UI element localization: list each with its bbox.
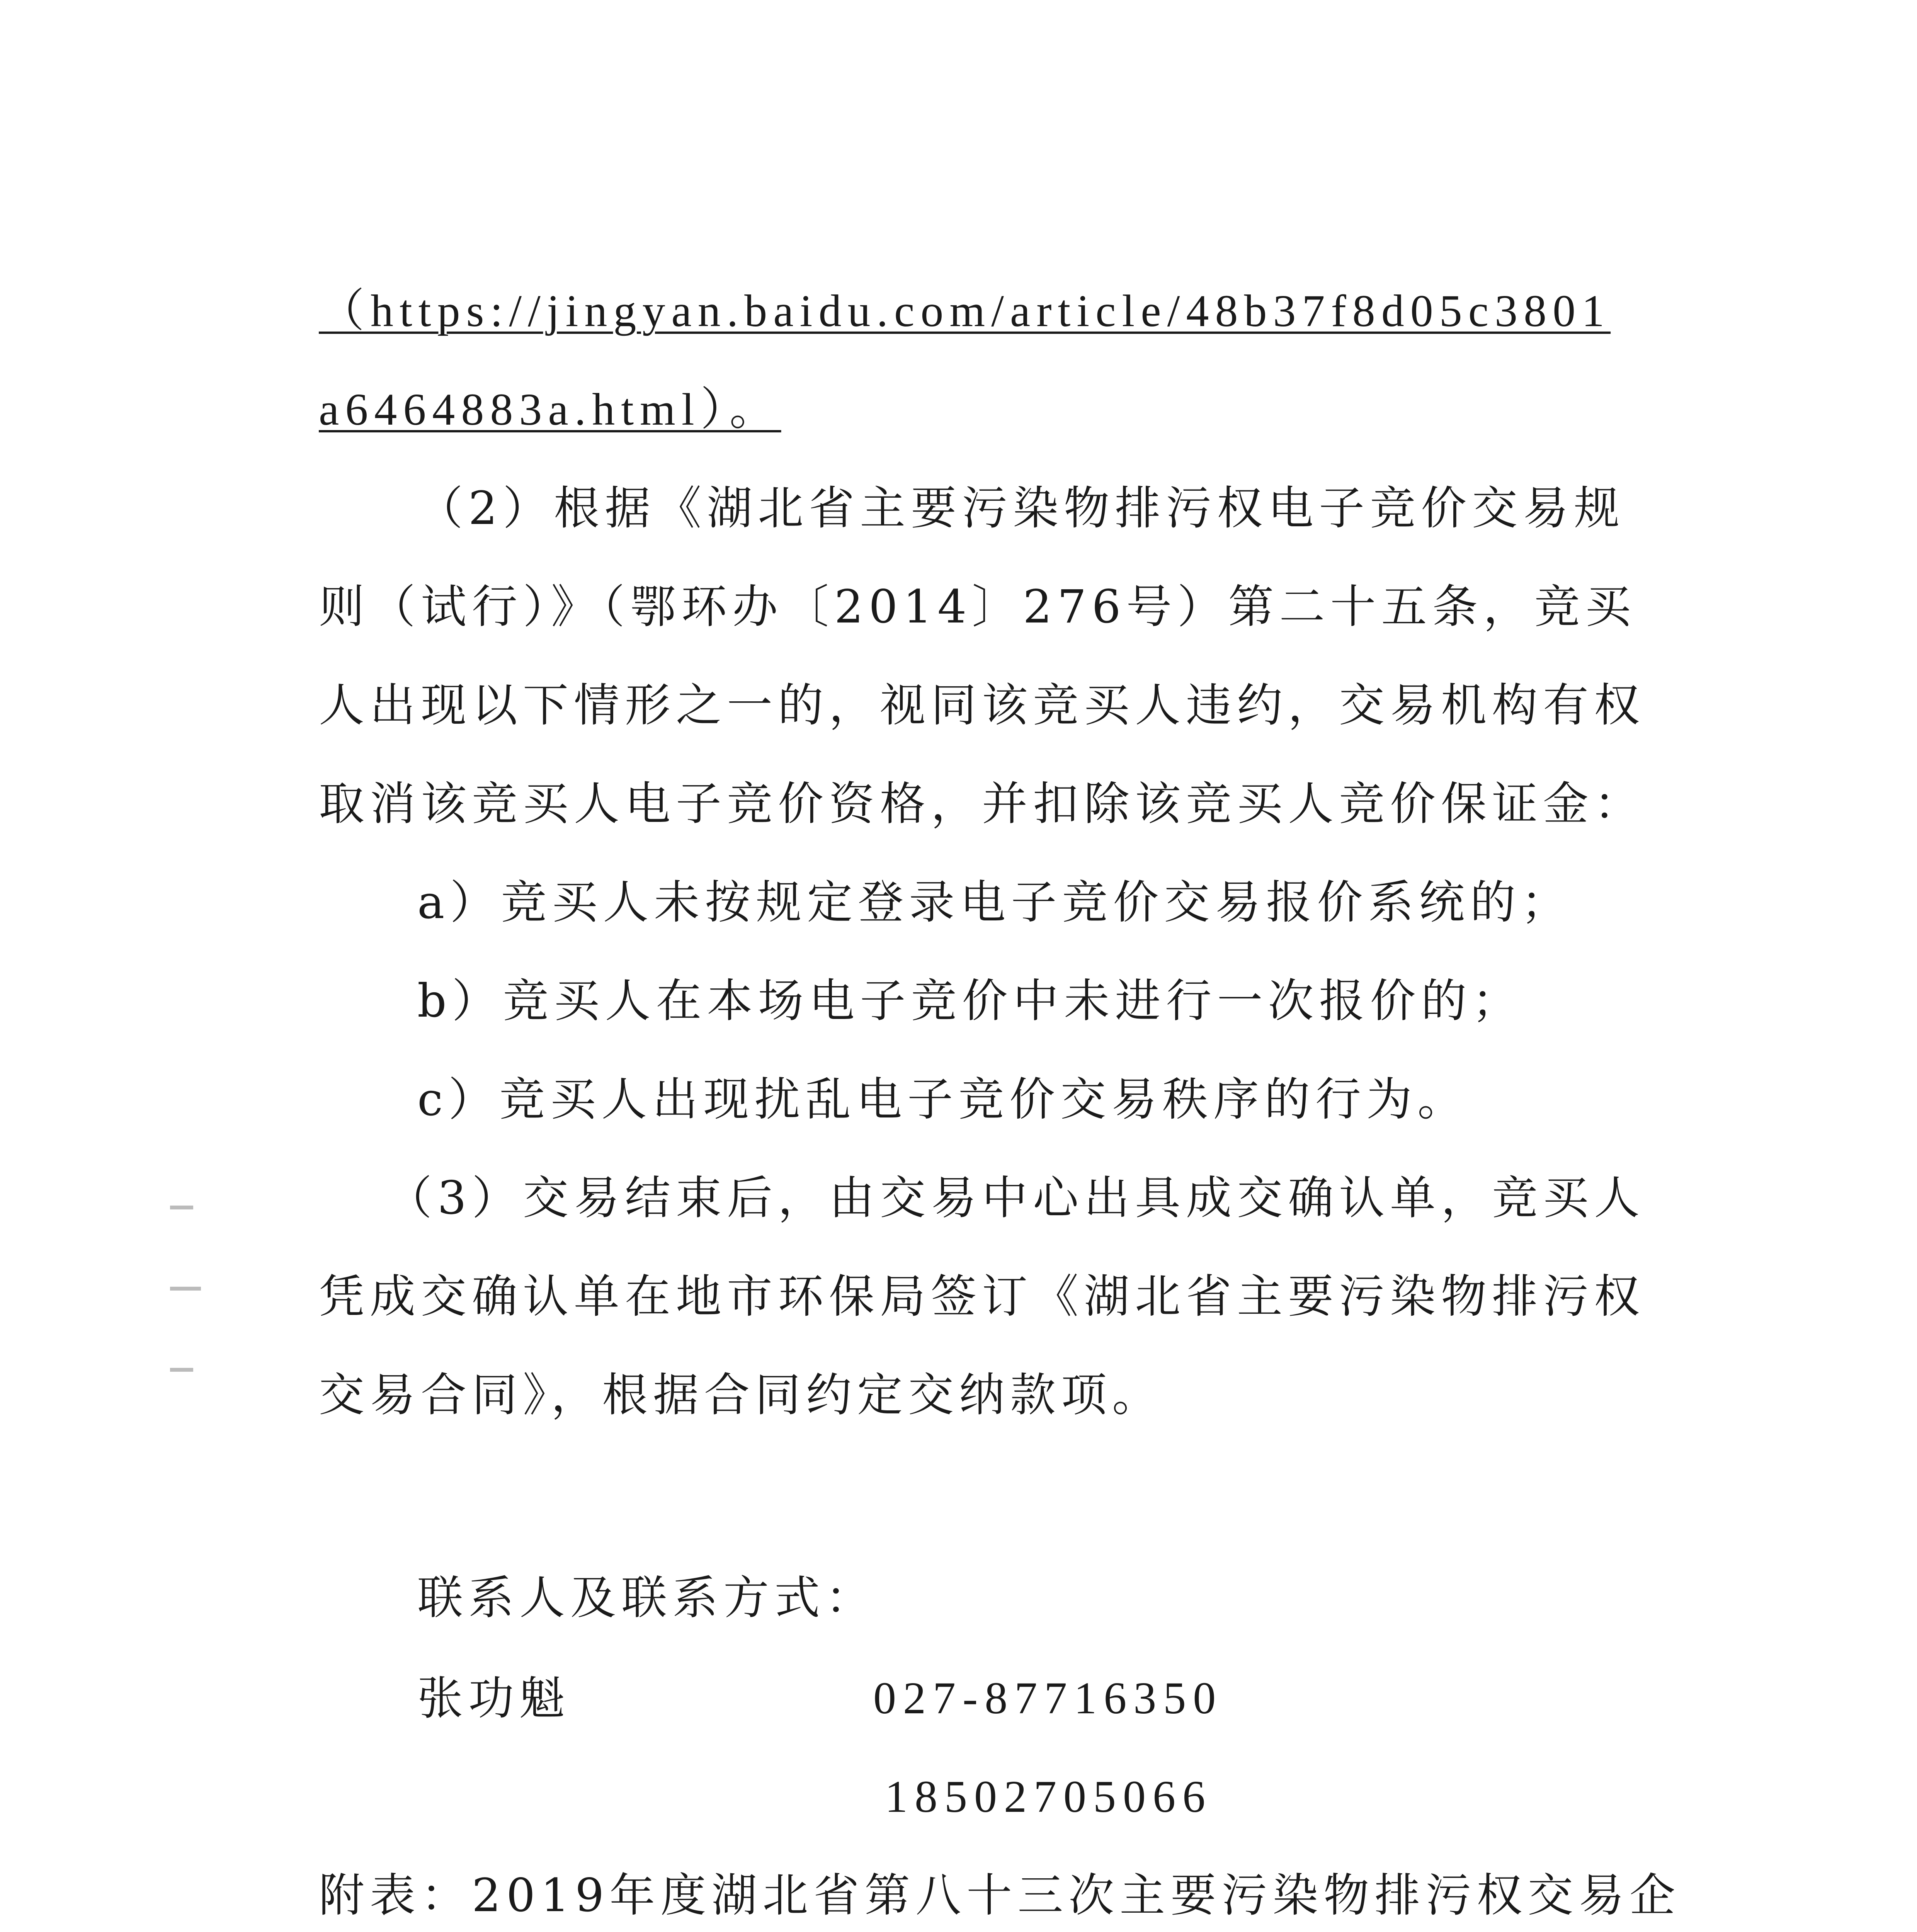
clause-2-line-1: （2）根据《湖北省主要污染物排污权电子竞价交易规 [417, 481, 1625, 535]
url-line-1: （https://jingyan.baidu.com/article/48b37f8d05c3801 [319, 286, 1611, 336]
clause-3-line-1: （3）交易结束后，由交易中心出具成交确认单，竞买人 [386, 1171, 1645, 1225]
clause-2-line-3: 人出现以下情形之一的，视同该竞买人违约，交易机构有权 [319, 679, 1645, 732]
contact-heading: 联系人及联系方式： [417, 1571, 877, 1624]
attachment-line-1: 附表：2019年度湖北省第八十三次主要污染物排污权交易企 [319, 1869, 1681, 1922]
contact-phone-1: 027-87716350 [873, 1673, 1223, 1723]
contact-name: 张功魁 [417, 1672, 571, 1725]
binding-mark [170, 1368, 193, 1372]
clause-2-line-2: 则（试行）》（鄂环办〔2014〕276号）第二十五条，竞买 [319, 580, 1636, 633]
item-a: a）竞买人未按规定登录电子竞价交易报价系统的； [417, 876, 1572, 929]
clause-2-line-4: 取消该竞买人电子竞价资格，并扣除该竞买人竞价保证金： [319, 777, 1645, 830]
item-c: c）竞买人出现扰乱电子竞价交易秩序的行为。 [417, 1073, 1469, 1126]
clause-3-line-3: 交易合同》，根据合同约定交纳款项。 [319, 1368, 1163, 1422]
contact-phone-2: 18502705066 [885, 1771, 1212, 1822]
clause-3-line-2: 凭成交确认单在地市环保局签订《湖北省主要污染物排污权 [319, 1270, 1645, 1323]
binding-mark [170, 1206, 193, 1209]
url-line-2: a6464883a.html）。 [319, 384, 781, 435]
binding-mark [170, 1287, 201, 1291]
item-b: b）竞买人在本场电子竞价中未进行一次报价的； [417, 974, 1523, 1027]
